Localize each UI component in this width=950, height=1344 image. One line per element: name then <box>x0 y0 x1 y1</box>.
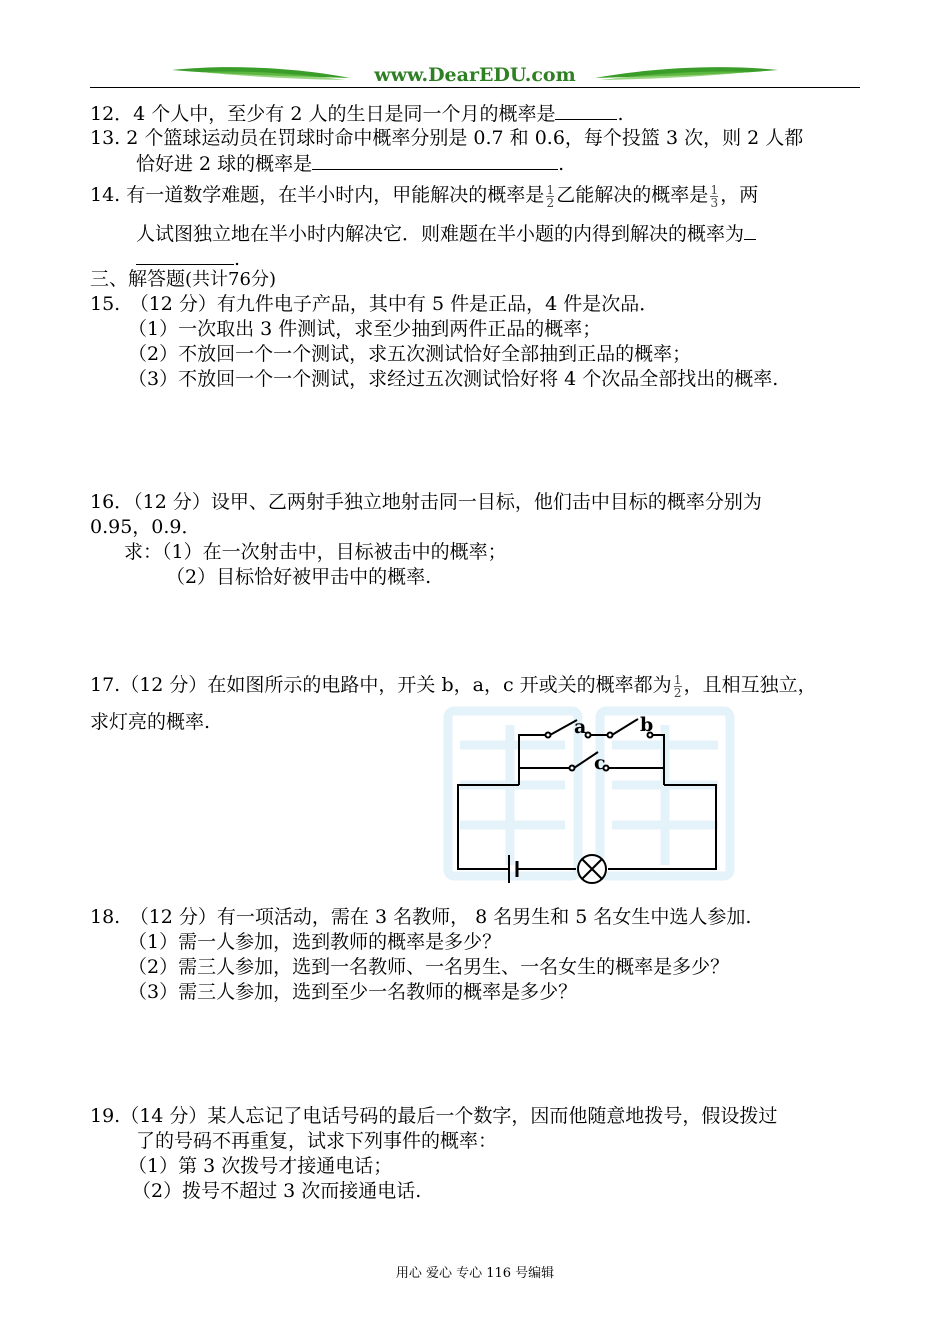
q19-sub2: （2）拨号不超过 3 次而接通电话. <box>132 1180 422 1202</box>
question-19-line1: 19.（14 分）某人忘记了电话号码的最后一个数字，因而他随意地拨号，假设拨过 <box>90 1105 778 1127</box>
header-logo <box>170 62 780 88</box>
question-14-line1: 14. 有一道数学难题，在半小时内，甲能解决的概率是 $\frac{1}{2}$ 乙能解决的概率是 $\frac{1}{3}$ ，两 <box>90 182 759 210</box>
page-footer: 用心 爱心 专心 116 号编辑 <box>395 1266 555 1281</box>
question-17-line1: 17.（12 分）在如图所示的电路中，开关 b，a，c 开或关的概率都为 $\frac{1}{2}$ ，且相互独立， <box>90 672 817 700</box>
question-13-line1: 13. 2 个篮球运动员在罚球时命中概率分别是 0.7 和 0.6，每个投篮 3 次，则 2 人都 <box>90 127 804 149</box>
q15-sub2: （2）不放回一个一个测试，求五次测试恰好全部抽到正品的概率； <box>128 343 692 365</box>
q17-fraction: $\frac{1}{2}$ <box>673 672 682 700</box>
question-12: 12．4 个人中，至少有 2 人的生日是同一个月的概率是 . <box>90 103 624 125</box>
header-rule <box>90 87 860 88</box>
question-15: 15. （12 分）有九件电子产品，其中有 5 件是正品，4 件是次品． <box>90 293 659 315</box>
switch-a-label: a <box>574 716 587 738</box>
q16-sub2: （2）目标恰好被甲击中的概率. <box>166 566 432 588</box>
question-16-line1: 16．（12 分）设甲、乙两射手独立地射击同一目标，他们击中目标的概率分别为 <box>90 491 762 513</box>
switch-c-label: c <box>594 752 606 774</box>
question-14-line2: 人试图独立地在半小时内解决它．则难题在半小题的内得到解决的概率为 <box>136 221 756 246</box>
q12-text: 12．4 个人中，至少有 2 人的生日是同一个月的概率是 <box>90 103 556 125</box>
question-16-line2: 0.95，0.9． <box>90 516 201 538</box>
q14-fraction-2: $\frac{1}{3}$ <box>710 182 719 210</box>
q18-sub3: （3）需三人参加，选到至少一名教师的概率是多少？ <box>128 981 578 1003</box>
q14-answer-blank <box>136 246 234 265</box>
header-logo-text: www.DearEDU.com <box>374 64 576 86</box>
q19-sub1: （1）第 3 次拨号才接通电话； <box>128 1155 393 1177</box>
switch-b-label: b <box>640 714 654 736</box>
circuit-diagram <box>440 705 740 890</box>
q18-sub2: （2）需三人参加，选到一名教师、一名男生、一名女生的概率是多少？ <box>128 956 730 978</box>
question-18: 18. （12 分）有一项活动，需在 3 名教师， 8 名男生和 5 名女生中选人参加. <box>90 906 752 928</box>
question-14-line3: . <box>136 246 240 271</box>
lamp-icon <box>578 855 606 883</box>
section-3-heading: 三、解答题(共计76分) <box>90 268 276 290</box>
circuit-wires <box>458 735 716 869</box>
q13-answer-blank <box>312 151 558 170</box>
q15-sub3: （3）不放回一个一个测试，求经过五次测试恰好将 4 个次品全部找出的概率. <box>128 368 779 390</box>
q12-answer-blank <box>555 101 617 120</box>
q15-sub1: （1）一次取出 3 件测试，求至少抽到两件正品的概率； <box>128 318 602 340</box>
q16-sub1: 求：（1）在一次射击中，目标被击中的概率； <box>124 541 507 563</box>
question-13-line2: 恰好进 2 球的概率是 . <box>136 153 565 175</box>
question-17-line2: 求灯亮的概率. <box>90 711 211 733</box>
q18-sub1: （1）需一人参加，选到教师的概率是多少？ <box>128 931 502 953</box>
question-19-line2: 了的号码不再重复，试求下列事件的概率： <box>136 1130 498 1152</box>
q14-fraction-1: $\frac{1}{2}$ <box>546 182 555 210</box>
